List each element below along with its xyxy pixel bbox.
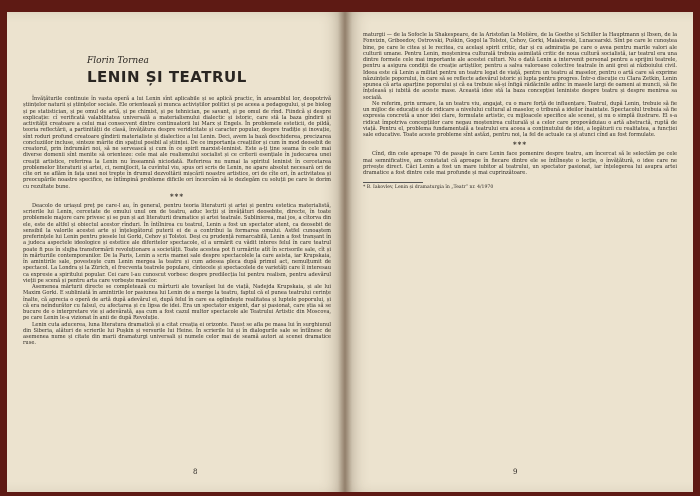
page-number-right: 9 (513, 468, 518, 476)
left-paragraph-4: Lenin cuta aducerea, luna literatura dramatică și a citat creația ei orizonte. Faust se afla pe masa lui în surghiunul din Siberia, alături de scrierile lui Pușkin și versurile lui Heine. În scrierile lui și în dialogurile sale se întîlnesc de asemenea nume și citate din marii dramaturgi universali și numele celor mai de seamă autori ai scenei dramatice ruse. (23, 321, 331, 347)
left-paragraph-1: Învățăturile continuie în vasta operă a lui Lenin sînt aplicabile și se aplică practic, în ansamblul lor, deopotrivă științelor naturii și științelor sociale. Ele orientează și munca activiștilor politici și pe aceea a pedagogului, și pe biolog și pe statistician, și pe omul de artă, și pe chimist, și pe tehnician, pe savant, și pe omul de rînd. Fiindcă și despre explicație: cî verificată valabilitatea universală a materialismului dialectic și istoric, care stă la baza gîndirii și activității creatoare a celui mai consecvent dintre continuatorii lui Marx și Engels. În problemele esteticii, de pildă, teoria reflectării, a partinității de clasă, învățătura despre veridicitate și caracter popular, despre tradiție și inovație, sînt roduri profund creatoare gîndirii materialiste și dialectice a lui Lenin. Deci, avem la bază deschiderea, precizarea concluziilor incluse, sinteze mărite din spațiul posibil al științei. De ce importanța creațiilor și cum în mod deosebit de creatorul, prin îndrumări noi, să ne servească și cum în ce spirit marxist-leninist. Este a-ți ține seama în cele mai diverse domenii sînt menite să orienteze: cele mai ale realismului socialist și ce criterii esențiale în judecarea unei creații artistice, referirea la Lenin nu înseamnă niciodată. Referirea nu numai la spiritul leninist în cercetarea problemelor literaturii și artei, ci, nemijlocit, la cuvîntul viu, spus ori scris de Lenin, ne apare absolut necesară ori de cîte ori ne aflăm în fața unei noi trepte în drumul dezvoltării mișcării noastre artistice, ori de cîte ori, în activitatea și preocupările noastre specifice, ne întîmpină probleme dificile ori încercăm să le dezlegăm cu soluții pe care le dorim cu rezultate bune. (23, 96, 331, 190)
left-paragraph-3: Asemenea mărturii directe se completează cu mărturii ale tovarășei lui de viață, Nadejda Krupskaia, și ale lui Maxim Gorki. E subliniată în amintirile lor pasiunea lui Lenin de a merge la teatru, faptul că el punea teatrului cerințe înalte, că aprecia o operă de artă după adevărul ei, după felul în care ea oglindește realitatea și luptele poporului, și că era neîndurător cu falsul, cu afectarea și cu lipsa de idei. Era un spectator exigent, dar și pasionat, care știa să se bucure de o interpretare vie și adevărată, așa cum a fost cazul multor spectacole ale Teatrului Artistic din Moscova, pe care Lenin le-a vizionat în anii de după Revoluție. (23, 284, 331, 322)
left-paragraph-2: Deacolo de uriașul preț pe care-l au, în general, pentru teoria literaturii și artei și pentru estetica materialistă, scrierile lui Lenin, cercetate de omului unul om de teatru, aduc lecții și învățături deosebite, directe, în toate problemele majore care privesc și se pun și azi literaturii dramatice și artei teatrale. Sublinierea, mai jos, a cîtorva din ele, este de altfel și obiectul acestor rînduri. În întîlnirea cu teatrul, Lenin a fost un spectator atent, ca deosebit de sensibil la valorile acestei arte și înțelegătorul puterii ei de a contribui la formarea omului. Astfel cunoaștem preferințele lui Lenin pentru piesele lui Gorki, Cehov și Tolstoi. Deși cu prudență remarcabilă, Lenin a fost tranșant în a judeca aspectele ideologice și estetice ale diferitelor spectacole, el a urmărit cu vădit interes felul în care teatrul poate fi pus în slujba transformării revoluționare a societății. Toate acestea pot fi urmărite atît în scrisorile sale, cît și în mărturiile contemporanilor. De la Paris, Lenin a scris mamei sale despre spectacolele la care asista, iar Krupskaia, în amintirile sale, povestește cum Lenin mergea la teatru și cum adesea pleca după primul act, nemulțumit de spectacol. La Londra și la Zürich, el frecventa teatrele populare, cîntecele și spectacolele de varietăți care îl interesau ca expresie a spiritului popular. Cei care l-au cunoscut vorbesc despre predilecția lui pentru realism, pentru adevărul vieții pe scenă și pentru arta care vorbește maselor. (23, 202, 331, 284)
article-author: Florin Tornea (87, 56, 149, 66)
left-page (7, 12, 345, 492)
section-separator: *** (170, 191, 184, 201)
right-paragraph-1: maturgii — de la Sofocle la Shakespeare, de la Aristofan la Molière, de la Goethe și Schiller la Hauptmann și Ibsen, de la Fonvizin, Griboedov, Ostrovski, Puškin, Gogol la Tolstoi, Cehov, Gorki, Maiakovski, Lunacearski. Sînt pe care le cunoștea bine, pe care le citea și le recitea, cu același spirit critic, dar și cu admirația pe care o avea pentru marile valori ale culturii umane. Pentru Lenin, moștenirea culturală trebuia asimilată critic de noua cultură socialistă, iar teatrul era una dintre formele cele mai importante ale acestei culturi. Nu o dată Lenin a intervenit personal pentru a sprijini teatrele, pentru a asigura condiții de creație artiștilor, pentru a salva valoroase colective teatrale în anii grei ai războiului civil. Ideea este că Lenin a militat pentru un teatru legat de viață, pentru un teatru al maselor, pentru o artă care să exprime năzuințele poporului, în care să se reflecte adevărul istoric și lupta pentru progres. Într-o discuție cu Clara Zetkin, Lenin spunea că arta aparține poporului și că ea trebuie să-și înfigă rădăcinile adînc în masele largi de oameni ai muncii, să fie înțeleasă și iubită de aceste mase. Această idee stă la baza concepției leniniste despre teatru și despre menirea sa socială. (363, 32, 677, 101)
section-separator-right: *** (513, 140, 527, 150)
book-gutter (338, 12, 352, 492)
footnote-divider (363, 182, 423, 183)
footnote: * B. Iakovlev, Lenin și dramaturgia în „Teatr” nr. 4/1970 (363, 185, 494, 191)
right-page (345, 12, 693, 492)
right-paragraph-3: Cînd, din cele aproape 70 de pasaje în care Lenin face pomenire despre teatru, am încercat să le selectăm pe cele mai semnificative, am constatat că aproape în fiecare dintre ele se întîlnește o lecție, o învățătură, o idee care ne privește direct. Căci Lenin a fost un mare iubitor al teatrului, un spectator pasionat, iar înțelegerea lui asupra artei dramatice a fost dintre cele mai profunde și mai cuprinzătoare. (363, 151, 677, 176)
page-number-left: 8 (193, 468, 198, 476)
right-paragraph-2: Ne referim, prin urmare, la un teatru viu, angajat, cu o mare forță de influențare. Teatrul, după Lenin, trebuie să fie un mijloc de educație și de ridicare a nivelului cultural al maselor, o tribună a ideilor înaintate. Spectacolul trebuia să fie expresia concretă a unor idei clare, formulate artistic, cu mijloacele specifice ale scenei, și nu o simplă ilustrare. El s-a ridicat împotriva concepțiilor care negau moștenirea culturală și a celor care propovăduiau o artă abstractă, ruptă de viață. Pentru el, problema fundamentală a teatrului era aceea a conținutului de idei, a legăturii cu realitatea, a funcției sale educative. Toate aceste probleme sînt astăzi, pentru noi, la fel de actuale ca și atunci cînd au fost formulate. (363, 100, 677, 138)
article-title: LENIN ȘI TEATRUL (87, 68, 247, 86)
